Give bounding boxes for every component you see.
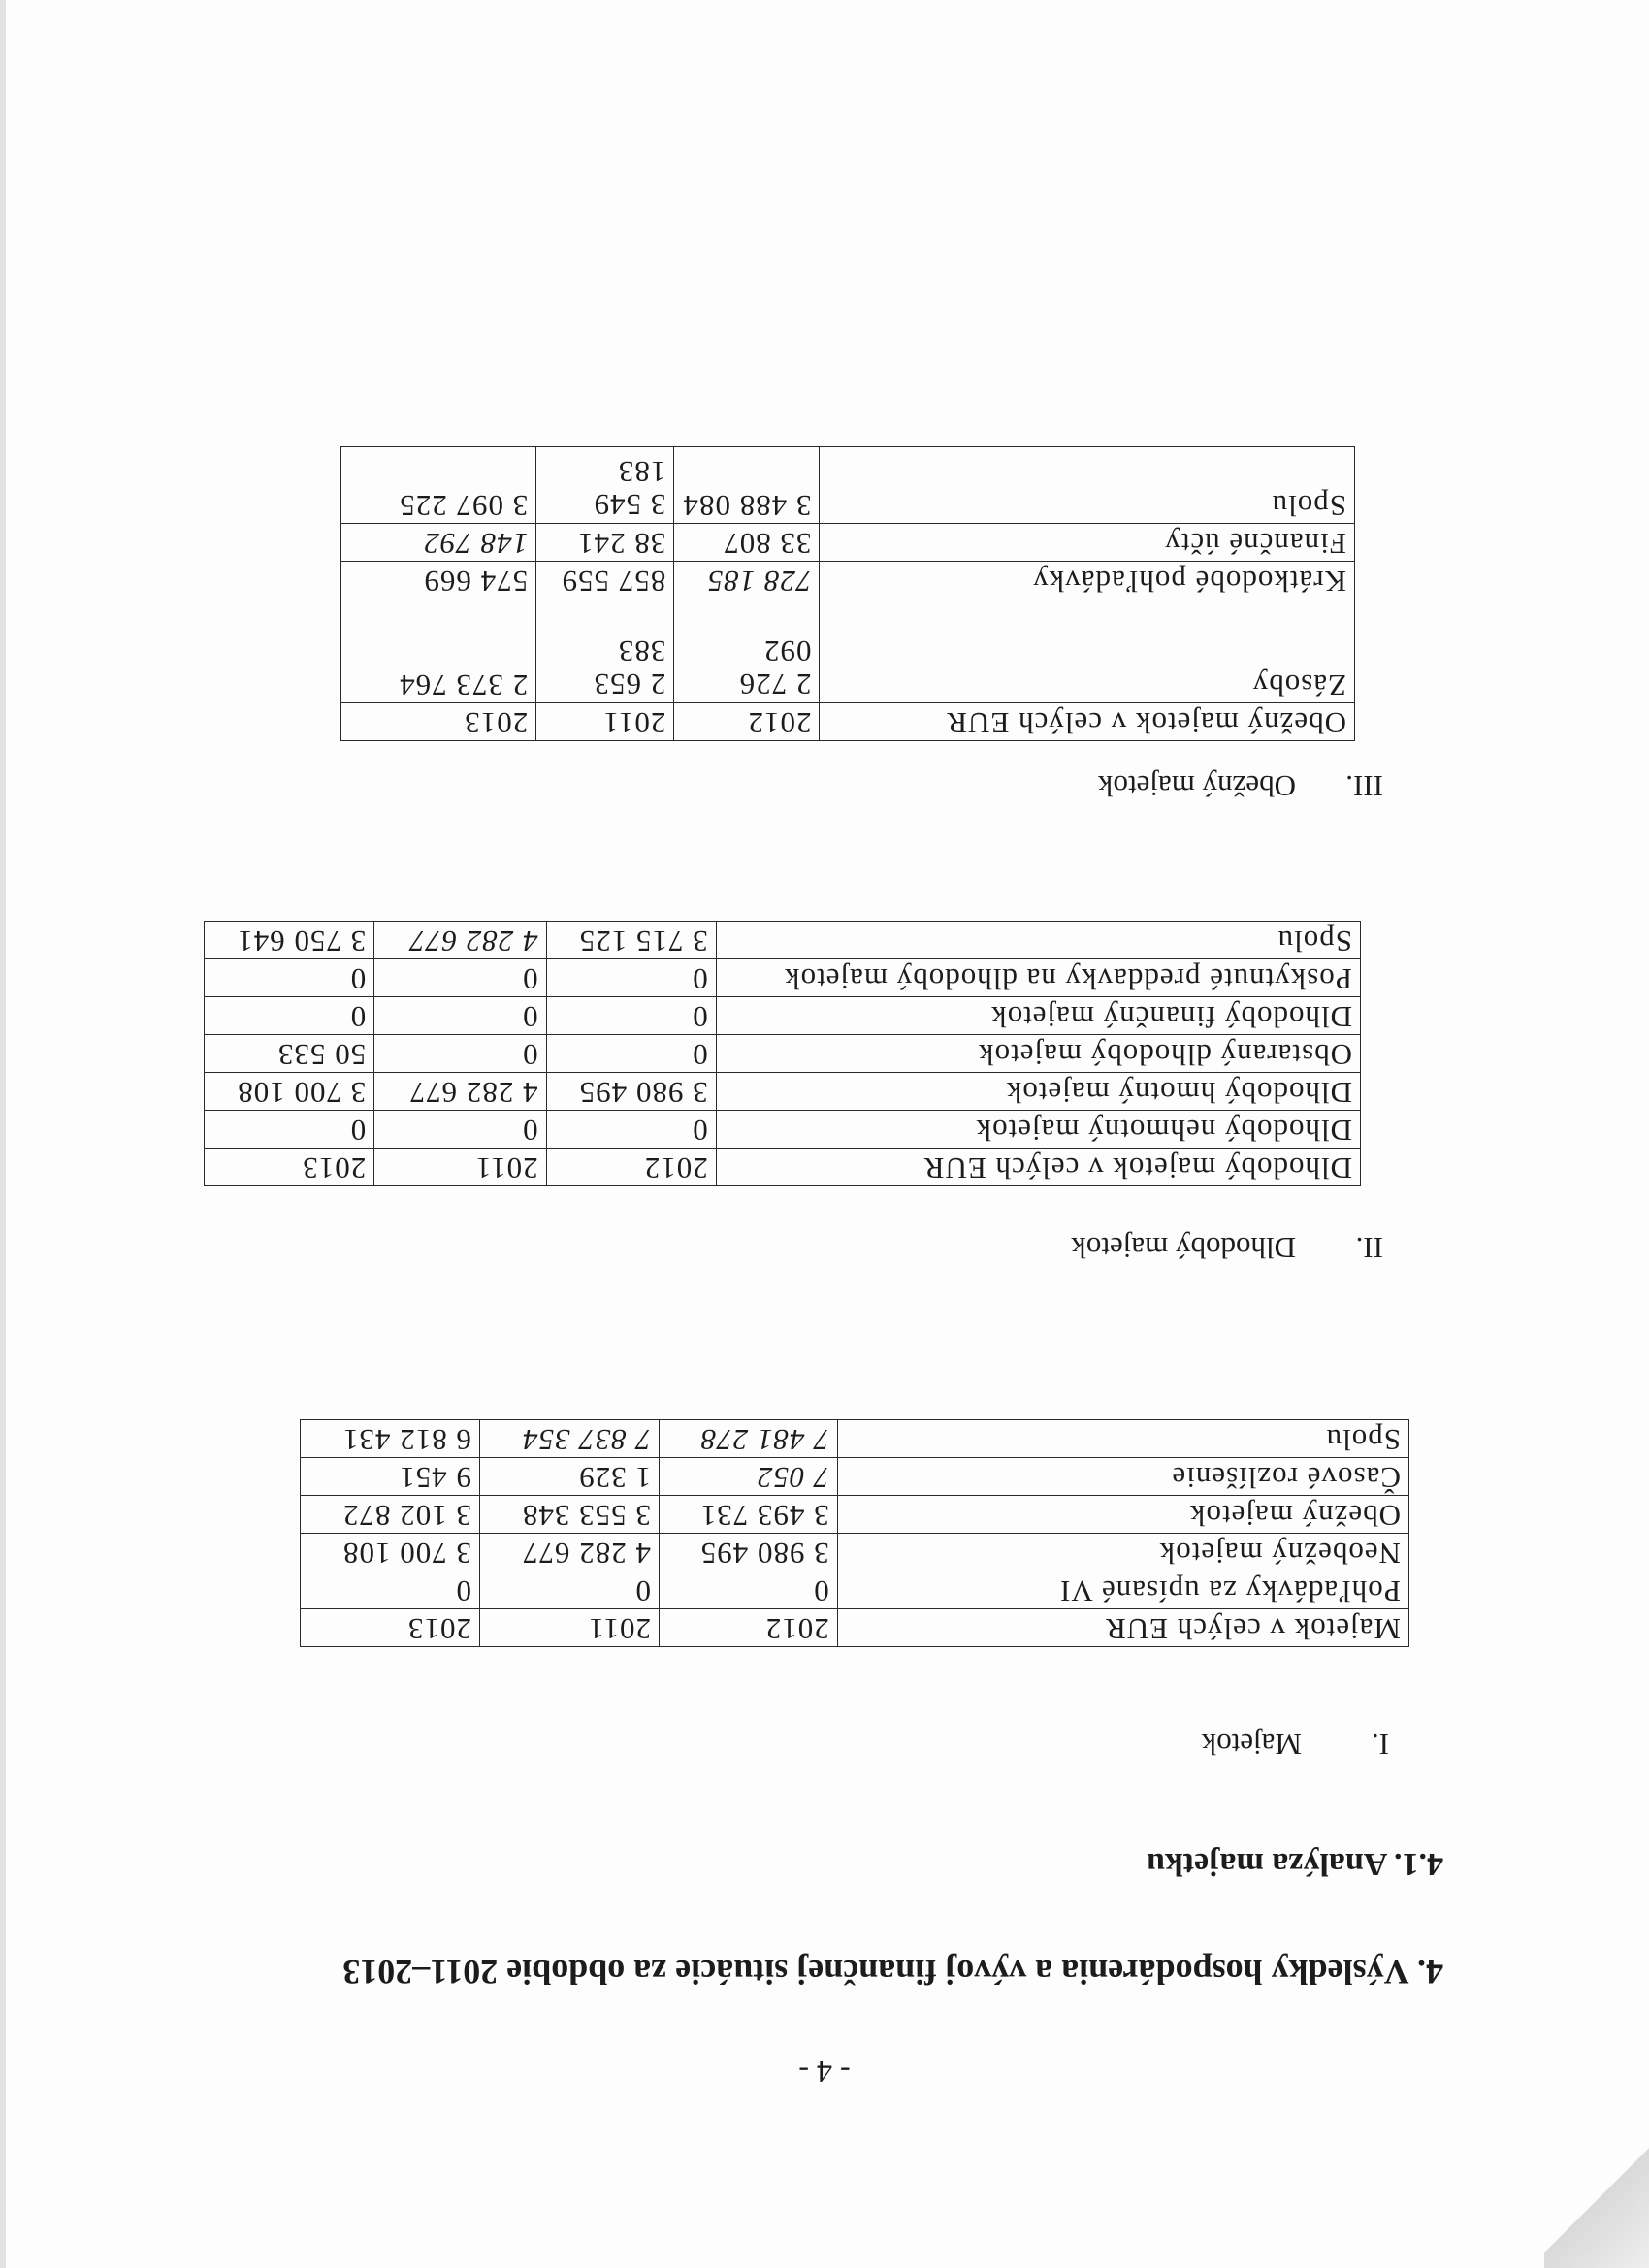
value-2012: 7 052 bbox=[660, 1458, 838, 1496]
value-2013: 148 792 bbox=[341, 524, 536, 562]
header-cell: 2012 bbox=[660, 1609, 838, 1647]
row-label: Obežný majetok bbox=[837, 1496, 1408, 1534]
value-2012: 0 bbox=[546, 1035, 716, 1073]
value-2013: 3 097 225 bbox=[341, 447, 536, 524]
section-number: III. bbox=[1345, 769, 1383, 803]
value-2013: 0 bbox=[205, 997, 374, 1035]
value-2013: 0 bbox=[205, 1111, 374, 1149]
table-row bbox=[301, 1571, 1409, 1609]
value-2013: 574 669 bbox=[341, 562, 536, 599]
value-2013: 3 700 108 bbox=[301, 1534, 480, 1571]
value-2011: 0 bbox=[374, 1035, 546, 1073]
majetok-table bbox=[300, 1419, 1409, 1647]
header-cell: Obežný majetok v celých EUR bbox=[820, 703, 1355, 741]
value-2011 bbox=[536, 447, 674, 524]
header-cell: 2013 bbox=[205, 1149, 374, 1186]
value-2012 bbox=[674, 599, 820, 703]
section-label: Majetok bbox=[1201, 1728, 1302, 1762]
table-row bbox=[301, 1496, 1409, 1534]
value-2013: 6 812 431 bbox=[301, 1420, 480, 1458]
value-2012: 3 980 495 bbox=[660, 1534, 838, 1571]
value-2011: 1 329 bbox=[480, 1458, 660, 1496]
value-2013: 2 373 764 bbox=[341, 599, 536, 703]
section-number: I. bbox=[1371, 1728, 1389, 1762]
section-label: Dlhodobý majetok bbox=[1071, 1231, 1296, 1265]
section-heading: 4.1. Analýza majetku bbox=[1147, 1846, 1443, 1882]
value-2011-text: 2 653 383 bbox=[593, 634, 666, 701]
value-2012: 0 bbox=[546, 959, 716, 997]
table-header-row bbox=[341, 703, 1355, 741]
header-cell: 2011 bbox=[480, 1609, 660, 1647]
value-2012: 0 bbox=[546, 1111, 716, 1149]
page-number: - 4 - bbox=[798, 2055, 851, 2090]
row-label: Pohľadávky za upísané VI bbox=[837, 1571, 1408, 1609]
table-row-total bbox=[301, 1420, 1409, 1458]
row-label: Poskytnuté preddavky na dlhodobý majetok bbox=[716, 959, 1360, 997]
section-ii-title bbox=[1071, 1230, 1383, 1265]
section-iii-title bbox=[1098, 768, 1383, 803]
row-label: Dlhodobý hmotný majetok bbox=[716, 1073, 1360, 1111]
table-header-row bbox=[205, 1149, 1361, 1186]
table-row bbox=[341, 599, 1355, 703]
value-2013: 3 700 108 bbox=[205, 1073, 374, 1111]
value-2012: 33 807 bbox=[674, 524, 820, 562]
value-2012: 3 980 495 bbox=[546, 1073, 716, 1111]
value-2012: 7 481 278 bbox=[660, 1420, 838, 1458]
value-2012: 3 715 125 bbox=[546, 922, 716, 959]
section-i-title bbox=[1202, 1727, 1389, 1762]
table-row bbox=[205, 959, 1361, 997]
header-cell: 2013 bbox=[301, 1609, 480, 1647]
table-row bbox=[205, 1111, 1361, 1149]
header-cell: 2011 bbox=[536, 703, 674, 741]
header-cell: Dlhodobý majetok v celých EUR bbox=[716, 1149, 1360, 1186]
value-2011-text: 3 549 183 bbox=[593, 455, 666, 522]
table-row bbox=[341, 562, 1355, 599]
row-label: Časové rozlíšenie bbox=[837, 1458, 1408, 1496]
value-2011: 0 bbox=[480, 1571, 660, 1609]
value-2011 bbox=[536, 599, 674, 703]
value-2011: 3 553 348 bbox=[480, 1496, 660, 1534]
row-label: Spolu bbox=[820, 447, 1355, 524]
row-label: Spolu bbox=[837, 1420, 1408, 1458]
value-2012: 0 bbox=[546, 997, 716, 1035]
value-2012: 3 493 731 bbox=[660, 1496, 838, 1534]
chapter-heading: 4. Výsledky hospodárenia a vývoj finančnej situácie za obdobie 2011–2013 bbox=[342, 1953, 1443, 1992]
value-2012: 0 bbox=[660, 1571, 838, 1609]
dlhodoby-majetok-table bbox=[204, 921, 1361, 1186]
value-2011: 857 559 bbox=[536, 562, 674, 599]
value-2013: 50 533 bbox=[205, 1035, 374, 1073]
row-label: Dlhodobý finančný majetok bbox=[716, 997, 1360, 1035]
obezny-majetok-table bbox=[340, 446, 1355, 741]
value-2013: 3 102 872 bbox=[301, 1496, 480, 1534]
row-label: Zásoby bbox=[820, 599, 1355, 703]
value-2011: 0 bbox=[374, 959, 546, 997]
section-label: Obežný majetok bbox=[1097, 769, 1296, 803]
table-header-row bbox=[301, 1609, 1409, 1647]
row-label: Krátkodobé pohľadávky bbox=[820, 562, 1355, 599]
value-2011: 0 bbox=[374, 997, 546, 1035]
table-row bbox=[205, 1035, 1361, 1073]
value-2011: 7 837 354 bbox=[480, 1420, 660, 1458]
table-row bbox=[205, 1073, 1361, 1111]
value-2011: 4 282 677 bbox=[480, 1534, 660, 1571]
table-row-total bbox=[341, 447, 1355, 524]
value-2012: 3 488 084 bbox=[674, 447, 820, 524]
header-cell: 2012 bbox=[674, 703, 820, 741]
table-row bbox=[341, 524, 1355, 562]
row-label: Dlhodobý nehmotný majetok bbox=[716, 1111, 1360, 1149]
table-row bbox=[301, 1458, 1409, 1496]
value-2013: 0 bbox=[205, 959, 374, 997]
header-cell: 2013 bbox=[341, 703, 536, 741]
value-2011: 4 282 677 bbox=[374, 922, 546, 959]
value-2013: 0 bbox=[301, 1571, 480, 1609]
row-label: Spolu bbox=[716, 922, 1360, 959]
value-2011: 0 bbox=[374, 1111, 546, 1149]
row-label: Finančné účty bbox=[820, 524, 1355, 562]
table-row bbox=[301, 1534, 1409, 1571]
table-row-total bbox=[205, 922, 1361, 959]
header-cell: Majetok v celých EUR bbox=[837, 1609, 1408, 1647]
value-2011: 38 241 bbox=[536, 524, 674, 562]
header-cell: 2012 bbox=[546, 1149, 716, 1186]
row-label: Neobežný majetok bbox=[837, 1534, 1408, 1571]
header-cell: 2011 bbox=[374, 1149, 546, 1186]
value-2012: 728 185 bbox=[674, 562, 820, 599]
value-2013: 9 451 bbox=[301, 1458, 480, 1496]
value-2012-text: 2 726 092 bbox=[738, 634, 812, 701]
value-2013: 3 750 641 bbox=[205, 922, 374, 959]
value-2011: 4 282 677 bbox=[374, 1073, 546, 1111]
table-row bbox=[205, 997, 1361, 1035]
row-label: Obstaraný dlhodobý majetok bbox=[716, 1035, 1360, 1073]
section-number: II. bbox=[1355, 1231, 1383, 1265]
